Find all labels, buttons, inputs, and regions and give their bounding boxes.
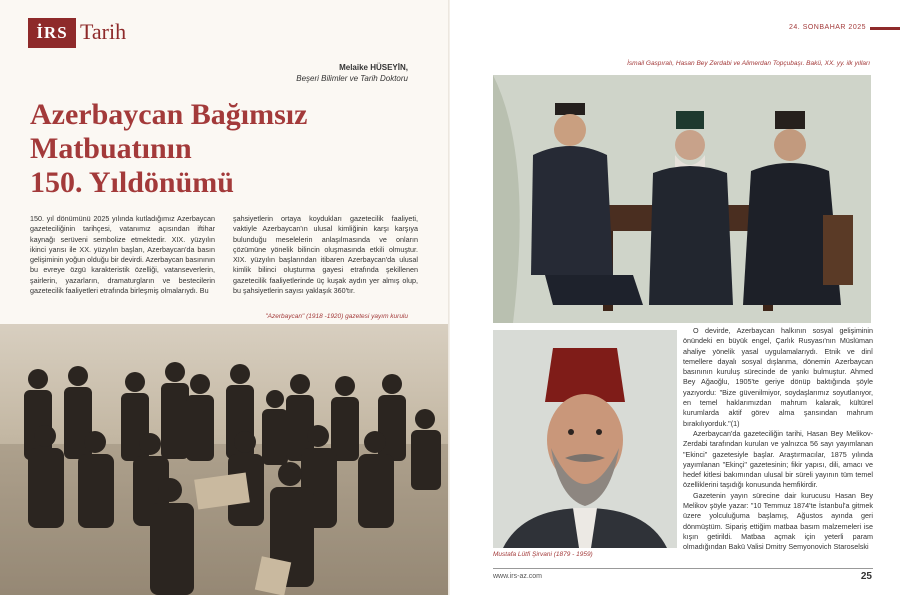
intro-column-2: şahsiyetlerin ortaya koydukları gazetecilik faaliyeti, vaktiyle Azerbaycan'ın ulusal kimliğinin karşı karşıya bulunduğu meselelerin anlaşılmasında ve onların çözümüne yönelik bilincin oluşmasında etkili olmuştur. XIX. yüzyılın başlarından itibaren Azerbaycan'da ulusal kimlik bilinci oluşturma gayesi etrafında şekillenen gazetecilik faaliyetlerinde üç kuşak aydın yer almış olup, bu şahsiyetlerin sayısı yaklaşık 360'tır. — [233, 214, 418, 296]
issue-label: 24. SONBAHAR 2025 — [789, 24, 866, 31]
article-title — [30, 98, 370, 200]
body-paragraph-3: Gazetenin yayın sürecine dair kurucusu Hasan Bey Melikov şöyle yazar: "10 Temmuz 1874'te İstanbul'a gitmek üzere yolculuğuma başlamış, Ağustos ayında geri dönmüştüm. Sipariş ettiğim matbaa basım malzemeleri ise kışın getirildi. Matbaa açmak için yeterli param olmadığından Bakü Valisi Dmitry Semyonovich Staroselski — [683, 490, 873, 552]
group-photo-caption: "Azerbaycan" (1918 -1920) gazetesi yayım kurulu — [265, 313, 408, 320]
footer-url: www.irs-az.com — [493, 573, 543, 580]
body-paragraph-2: Azerbaycan'da gazeteciliğin tarihi, Hasan Bey Melikov-Zerdabi tarafından kurulan ve yalnızca 56 sayı yayımlanan "Ekinci" gazetesiyle başlar. Araştırmacılar, 1875 yılında yayımlanan "Ekinçi" gazetesinin; fikir yapısı, dili, amacı ve hedef kitlesi bakımından ulusal bir süreli yayının tüm temel özelliklerini taşıdığı konusunda hemfikirdir. — [683, 428, 873, 490]
top-photo-caption: İsmail Gaspıralı, Hasan Bey Zerdabi ve Alimerdan Topçubaşı. Bakü, XX. yy. ilk yılları — [627, 60, 870, 67]
page-number: 25 — [860, 571, 872, 582]
title-line-1: Azerbaycan Bağımsız — [30, 98, 308, 131]
author-role: Beşeri Bilimler ve Tarih Doktoru — [296, 74, 408, 83]
body-paragraph-1: O devirde, Azerbaycan halkının sosyal gelişiminin önündeki en büyük engel, Çarlık Rusyası'nın Müslüman ahaliye yönelik yasal uygulamalarıydı. Etnik ve dinî temellere dayalı sosyal dışlanma, dönemin Azerbaycan basınının kuruluş sürecinde de yankı bulmuştur. Ahmed Bey Ağaoğlu, 1905'te geriye dönüp baktığında şöyle yazıyordu: "Bize güvenilmiyor, soydaşlarımız soyutlanıyor, en temel haklarımızdan mahrum kalarak, kültürel kurumlarda aktif görev alma şansından mahrum bırakılıyorduk."(1) — [683, 326, 873, 428]
group-photo — [0, 324, 450, 595]
intro-column-1: 150. yıl dönümünü 2025 yılında kutladığımız Azerbaycan gazeteciliğinin tarihçesi, vatanımız açısından iftihar kaynağı serüveni sembolize etmektedir. XIX. yüzyılın ikinci yarısı ile XX. yüzyılın başları, Azerbaycan'da basın gelişiminin yoğun olduğu bir devirdi. Azerbaycan basınının bu evreye özgü karakteristik özelliği, vatanseverlerin, şairlerin, yazarların, dramaturgların ve bestecilerin gazetecilik faaliyetleri etrafında birleşmiş olmalarıydı. Bu — [30, 214, 215, 296]
three-men-photo — [493, 75, 871, 323]
portrait-caption: Mustafa Lütfi Şirvani (1879 - 1959) — [493, 551, 593, 558]
title-line-2: Matbuatının — [30, 132, 192, 165]
section-title: Tarih — [80, 19, 127, 44]
irs-logo: İRS — [28, 18, 76, 48]
portrait-photo — [493, 330, 677, 548]
author-block — [296, 62, 408, 84]
right-page — [450, 0, 900, 595]
footer-divider — [493, 568, 873, 569]
body-column — [683, 326, 873, 553]
issue-bar — [870, 27, 900, 30]
title-line-3: 150. Yıldönümü — [30, 166, 234, 199]
author-name: Melaike HÜSEYİN, — [339, 63, 408, 72]
